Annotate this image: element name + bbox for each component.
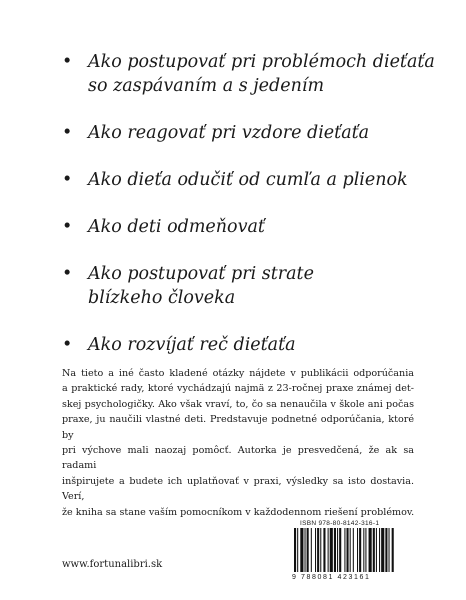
barcode-bar: [363, 528, 364, 572]
barcode-bar: [328, 528, 329, 572]
barcode-bar: [294, 528, 296, 572]
barcode-bar: [347, 528, 349, 572]
blurb-line: Na tieto a iné často kladené otázky nájdete v publikácii odporúčania: [62, 368, 414, 379]
barcode-bar: [359, 528, 361, 572]
bullet-dot: •: [62, 217, 73, 237]
blurb-line: skej psychologičky. Ako však vraví, to, čo sa nenaučila v škole ani počas: [62, 398, 414, 410]
blurb-line: že kniha sa stane vaším pomocníkom v každodennom riešení problémov.: [62, 506, 415, 518]
blurb-line: inšpirujete a budete ich uplatňovať v praxi, výsledky sa isto dostavia. Verí,: [62, 475, 414, 503]
barcode-bar: [311, 528, 312, 572]
bullet-item: [62, 121, 442, 145]
bullet-item: [62, 333, 442, 357]
barcode-bar: [373, 528, 375, 572]
barcode-bar: [330, 528, 333, 572]
bullet-line: Ako deti odmeňovať: [88, 217, 265, 237]
barcode-digits: 9 788081 423161: [292, 574, 371, 581]
bullet-line: Ako dieťa odučiť od cumľa a plienok: [88, 170, 408, 190]
barcode-bar: [376, 528, 377, 572]
bullet-item: [62, 50, 442, 98]
barcode-bar: [379, 528, 380, 572]
barcode-bar: [317, 528, 319, 572]
bullet-line: Ako reagovať pri vzdore dieťaťa: [88, 123, 370, 143]
barcode-bar: [300, 528, 303, 572]
bullet-item: [62, 262, 442, 310]
barcode-bar: [353, 528, 354, 572]
bullet-dot: •: [62, 264, 73, 284]
barcode: [292, 528, 426, 572]
bullet-dot: •: [62, 170, 73, 190]
barcode-bar: [339, 528, 341, 572]
bullet-line: Ako rozvíjať reč dieťaťa: [88, 335, 296, 355]
barcode-bar: [323, 528, 325, 572]
bullet-line: blízkeho človeka: [88, 288, 236, 308]
barcode-bar: [344, 528, 345, 572]
barcode-bar: [305, 528, 306, 572]
barcode-bar: [381, 528, 384, 572]
bullet-item: [62, 168, 442, 192]
bullet-dot: •: [62, 335, 73, 355]
bullet-line: so zaspávaním a s jedením: [88, 76, 325, 96]
barcode-bar: [365, 528, 366, 572]
bullet-line: Ako postupovať pri strate: [88, 264, 314, 284]
bullet-line: Ako postupovať pri problémoch dieťaťa: [88, 52, 435, 72]
blurb-line: praxe, ju naučili vlastné deti. Predstavuje podnetné odporúčania, ktoré by: [62, 414, 414, 441]
barcode-bar: [320, 528, 321, 572]
barcode-bar: [307, 528, 309, 572]
bullet-dot: •: [62, 52, 73, 72]
blurb-line: pri výchove mali naozaj pomôcť. Autorka je presvedčená, že ak sa radami: [62, 445, 414, 472]
bullet-item: [62, 215, 442, 239]
barcode-bar: [357, 528, 358, 572]
barcode-bar: [389, 528, 390, 572]
barcode-bar: [334, 528, 336, 572]
barcode-bar: [337, 528, 338, 572]
barcode-bar: [350, 528, 351, 572]
bullet-dot: •: [62, 123, 73, 143]
barcode-bar: [392, 528, 394, 572]
barcode-bar: [297, 528, 298, 572]
barcode-bar: [369, 528, 372, 572]
blurb-text: [62, 366, 414, 520]
blurb-line: a praktické rady, ktoré vychádzajú najmä z 23-ročnej praxe známej det-: [62, 383, 414, 395]
publisher-website: www.fortunalibri.sk: [62, 559, 163, 570]
barcode-bar: [315, 528, 316, 572]
bullet-list: [62, 50, 442, 380]
barcode-bar: [385, 528, 387, 572]
isbn-label: ISBN 978-80-8142-316-1: [300, 520, 380, 527]
